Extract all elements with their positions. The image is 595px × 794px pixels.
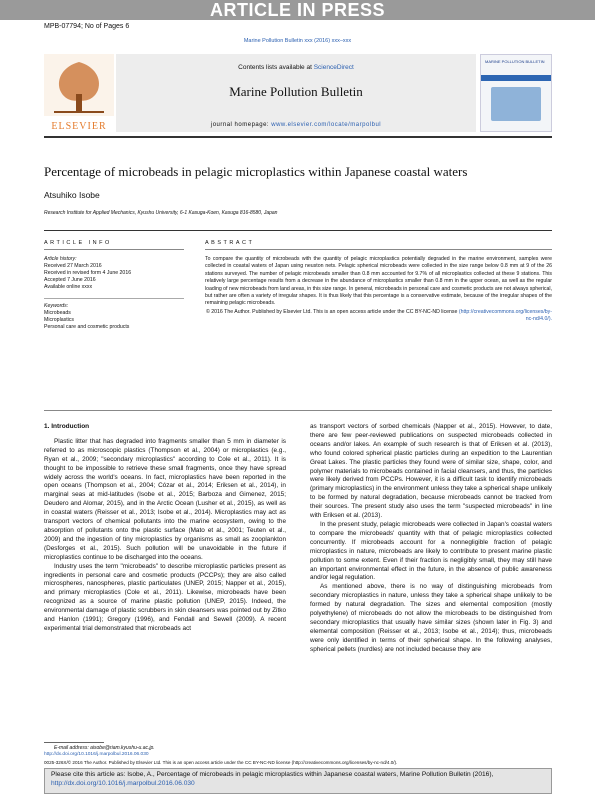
- elsevier-tree-icon: [44, 54, 114, 116]
- body-left-column: [44, 423, 286, 634]
- journal-cover-thumbnail[interactable]: [480, 54, 552, 132]
- history-label: Article history:: [44, 256, 77, 262]
- cover-title: MARINE POLLUTION BULLETIN: [485, 59, 545, 64]
- abstract-rule: [44, 410, 552, 411]
- info-divider: [44, 298, 184, 299]
- journal-header-panel: [116, 54, 476, 132]
- abstract-heading: ABSTRACT: [205, 240, 255, 246]
- doi-link[interactable]: http://dx.doi.org/10.1016/j.marpolbul.2016.06.030: [44, 752, 149, 757]
- keyword: Personal care and cosmetic products: [44, 324, 130, 330]
- article-info-heading: ARTICLE INFO: [44, 240, 112, 246]
- citation-box: [44, 768, 552, 794]
- body-right-column: [310, 423, 552, 655]
- body-paragraph: In the present study, pelagic microbeads were collected in Japan's coastal waters to compare the microbeads' quantity with that of pelagic microplastics collected concurrently. If microbeads account for a nonnegligible fraction of pelagic microplastics in nature, microbeads are likely to contribute to present marine plastic pollution to some extent. Even if their fraction is negligibly small, they may still have an important environmental effect in the future, in the absence of public awareness and/or legal regulation.: [310, 520, 552, 582]
- contents-prefix: Contents lists available at: [238, 64, 312, 71]
- homepage-prefix: journal homepage:: [210, 122, 270, 128]
- manuscript-id: MPB-07794; No of Pages 6: [44, 23, 130, 30]
- cover-image: [491, 87, 541, 121]
- article-in-press-banner: ARTICLE IN PRESS: [0, 0, 595, 20]
- history-item: Received in revised form 4 June 2016: [44, 270, 132, 276]
- sciencedirect-link[interactable]: ScienceDirect: [313, 64, 354, 71]
- keywords-label: Keywords:: [44, 303, 69, 309]
- journal-homepage: [116, 122, 476, 128]
- body-paragraph: Plastic litter that has degraded into fragments smaller than 5 mm in diameter is referred to as microscopic plastics (Thompson et al., 2004) or microplastics (e.g., Ryan et al., 2009; "secondary microplastics" according to Cole et al., 2011). It is thought to be impossible to retrieve these small fragments, once they have spread widely across the world's oceans. In fact, microplastics have been reported in the open oceans (Thompson et al., 2004; Cózar et al., 2014; Eriksen et al., 2014), in marginal seas at mid-latitudes (Isobe et al., 2015; Barboza and Gimenez, 2015; Deudero and Alomar, 2015), and in the Arctic Ocean (Lusher et al., 2015), as well as in coastal waters (Reisser et al., 2013; Isobe et al., 2014). Microplastics may act as transport vectors of chemical pollutants into the marine ecosystem, owing to the absorption of pollutants onto the plastic surface (Mato et al., 2001; Teuten et al., 2009) and the ingestion of tiny microplastics by organisms as small as zooplankton (Desforges et al., 2015). Such pollution will be unavoidable in the future if microplastics continue to be discharged into the oceans.: [44, 437, 286, 561]
- citation-text: Please cite this article as: Isobe, A., Percentage of microbeads in pelagic microplastics within Japanese coastal waters, Marine Pollution Bulletin (2016),: [51, 771, 494, 778]
- history-item: Available online xxxx: [44, 284, 93, 290]
- license-text: © 2016 The Author. Published by Elsevier Ltd. This is an open access article under the CC BY-NC-ND license: [206, 308, 458, 315]
- info-head-rule: [44, 249, 184, 250]
- history-item: Accepted 7 June 2016: [44, 277, 96, 283]
- license-link[interactable]: (http://creativecommons.org/licenses/by-nc-nd/4.0/).: [458, 308, 552, 323]
- abstract-text: To compare the quantity of microbeads with the quantity of pelagic microplastics potentially degraded in the marine environment, samples were collected in coastal waters of Japan using neuston nets. Pelagic spherical microbeads were collected in the size range below 0.8 mm at 9 of the 26 stations surveyed. The number of pelagic microbeads smaller than 0.8 mm accounted for 9.7% of all microplastics collected at these 9 stations. This relatively large percentage results from a decrease in the abundance of microplastics smaller than 0.8 mm in the upper ocean, as well as the regular loading of new microbeads from land areas, in this size range. In general, microbeads in personal care and cosmetic products are not always spherical, but rather are often a variety of irregular shapes. It is thus likely that this percentage is a conservative estimate, because of the irregular shapes of the remaining pelagic microbeads.: [205, 256, 552, 307]
- body-paragraph: As mentioned above, there is no way of distinguishing microbeads from secondary microplastics in nature, unless they take a spherical shape unlikely to be formed by natural degradation. The sizes and elemental composition (mostly polyethylene) of microbeads do not allow the microbeads to be distinguished from secondary microplastics that usually have similar sizes (shown later in Fig. 3) and elemental composition (Reisser et al., 2013; Isobe et al., 2014); thus, microbeads were only identified in terms of their spherical shape. In the following analyses, spherical pellets (nurdles) are not included because they are: [310, 583, 552, 653]
- body-paragraph: as transport vectors of sorbed chemicals (Napper et al., 2015). However, to date, there are few peer-reviewed publications on suspected microbeads collected in oceans and/or lakes. An example of such research is that of Eriksen et al. (2013), who found colored spherical plastic particles during an expedition to the Laurentian Great Lakes. The plastic particles they found were of similar size, shape, color, and polymer materials to microbeads contained in facial cleansers, and thus, the particles were likely derived from PCCPs. However, it is a difficult task to identify microbeads (primary microplastics) in the environment unless they take a spherical shape unlikely to be formed by natural degradation, because microbeads cannot be tracked from their sources. The present study also uses the term "suspected microbeads" in line with Eriksen et al. (2013).: [310, 423, 552, 520]
- keyword: Microbeads: [44, 310, 71, 316]
- article-title: Percentage of microbeads in pelagic microplastics within Japanese coastal waters: [44, 164, 468, 179]
- masthead-rule: [44, 136, 552, 138]
- license-line: [205, 309, 552, 324]
- contents-line: [116, 64, 476, 71]
- title-rule: [44, 230, 552, 231]
- article-author: Atsuhiko Isobe: [44, 190, 100, 200]
- email-footnote[interactable]: E-mail address: aisobe@riam.kyushu-u.ac.jp.: [54, 745, 155, 751]
- history-item: Received 27 March 2016: [44, 263, 102, 269]
- elsevier-wordmark: ELSEVIER: [51, 121, 107, 132]
- body-paragraph: Industry uses the term "microbeads" to describe microplastic particles present as ingredients in personal care and cosmetic products (PCCPs); they are also called microspheres, nanospheres, plastic particulates (UNEP, 2015; Napper et al., 2015), and primary microplastics (Cole et al., 2011). Likewise, microbeads have been recognized as a source of marine plastic pollution (UNEP, 2015). Indeed, the environmental damage of plastic scrubbers in skin cleansers was pointed out by Zitko and Hanlon (1991); Gregory (1996), and Fendall and Sewell (2009). A recent experimental trial demonstrated that microbeads act: [44, 562, 286, 632]
- copyright-line: 0025-326X/© 2016 The Author. Published by Elsevier Ltd. This is an open access article under the CC BY-NC-ND license (http://creativecommons.org/licenses/by-nc-nd/4.0/).: [44, 760, 398, 765]
- article-info-panel: [44, 256, 184, 331]
- cover-band: [481, 75, 551, 81]
- citation-doi-link[interactable]: http://dx.doi.org/10.1016/j.marpolbul.2016.06.030: [51, 780, 195, 787]
- abstract-head-rule: [205, 249, 552, 250]
- keyword: Microplastics: [44, 317, 74, 323]
- homepage-link[interactable]: www.elsevier.com/locate/marpolbul: [271, 122, 382, 128]
- author-affiliation: Research Institute for Applied Mechanics, Kyushu University, 6-1 Kasuga-Koen, Kasuga 816-8580, Japan: [44, 210, 278, 216]
- running-header[interactable]: Marine Pollution Bulletin xxx (2016) xxx–xxx: [243, 38, 352, 44]
- doi-block: [44, 752, 552, 759]
- footnote-rule: [44, 742, 104, 743]
- journal-title: Marine Pollution Bulletin: [229, 84, 363, 99]
- journal-masthead: [44, 54, 552, 132]
- abstract-panel: [205, 256, 552, 324]
- section-heading: 1. Introduction: [44, 423, 90, 430]
- elsevier-logo[interactable]: [44, 54, 114, 132]
